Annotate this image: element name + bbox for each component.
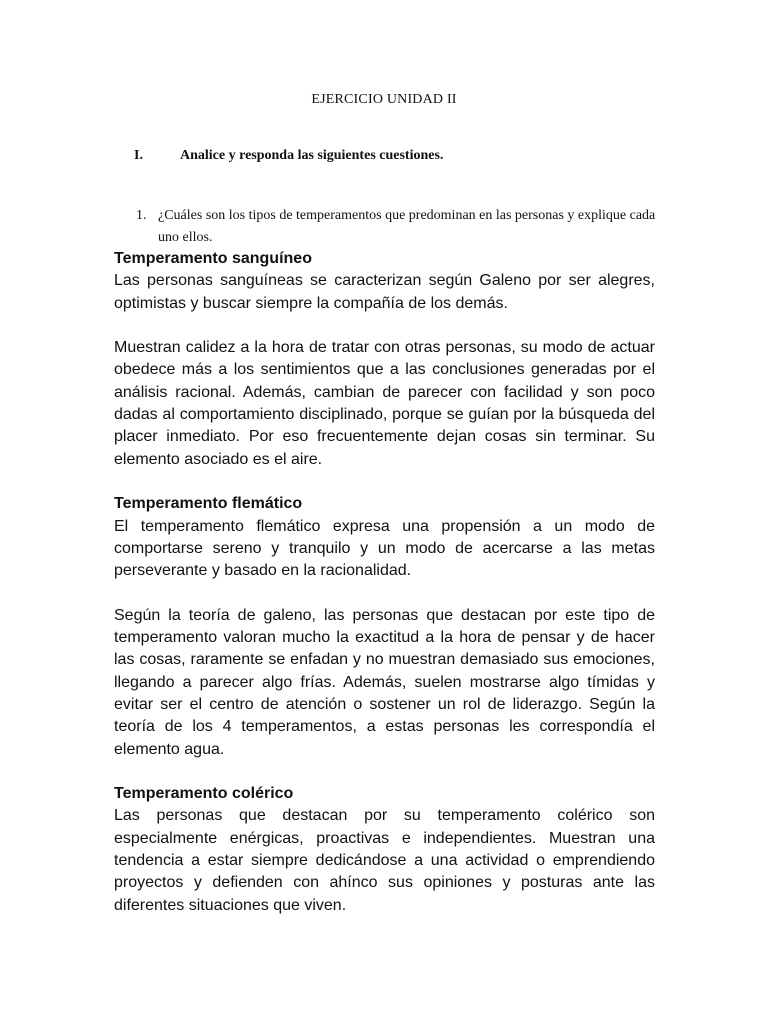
document-title: EJERCICIO UNIDAD II [311,92,457,107]
paragraph-sanguineo-2: Muestran calidez a la hora de tratar con otras personas, su modo de actuar obedece más a los sentimientos que a las conclusiones generadas por el análisis racional. Además, cambian de parecer con facilidad y son poco dadas al comportamiento disciplinado, porque se guían por la búsqueda del placer inmediato. Por eso frecuentemente dejan cosas sin terminar. Su elemento asociado es el aire. [114,339,655,468]
paragraph-spacer [114,315,655,337]
question-number: 1. [136,208,147,223]
paragraph-colerico-1: Las personas que destacan por su temperamento colérico son especialmente enérgicas, proactivas e independientes. Muestran una tendencia a estar siempre dedicándose a una actividad o emprendiendo proyectos y defienden con ahínco sus opiniones y posturas ante las diferentes situaciones que viven. [114,807,655,914]
paragraph-flematico-1: El temperamento flemático expresa una propensión a un modo de comportarse sereno y tranquilo y un modo de acercarse a las metas perseverante y basado en la racionalidad. [114,517,655,580]
section-instruction: Analice y responda las siguientes cuestiones. [180,148,444,163]
paragraph-spacer [114,471,655,493]
answer-body [114,248,655,917]
paragraph-flematico-2: Según la teoría de galeno, las personas que destacan por este tipo de temperamento valoran mucho la exactitud a la hora de pensar y de hacer las cosas, raramente se enfadan y no muestran demasiado sus emociones, llegando a parecer algo frías. Además, suelen mostrarse algo tímidas y evitar ser el centro de atención o sostener un rol de liderazgo. Según la teoría de los 4 temperamentos, a estas personas les correspondía el elemento agua. [114,606,655,758]
paragraph-spacer [114,761,655,783]
paragraph-spacer [114,582,655,604]
heading-colerico: Temperamento colérico [114,785,294,803]
heading-sanguineo: Temperamento sanguíneo [114,250,312,267]
heading-flematico: Temperamento flemático [114,495,303,513]
paragraph-sanguineo-1: Las personas sanguíneas se caracterizan según Galeno por ser alegres, optimistas y buscar siempre la compañía de los demás. [114,272,655,312]
question-text: ¿Cuáles son los tipos de temperamentos que predominan en las personas y explique cada uno ellos. [158,208,656,245]
section-number: I. [134,148,143,163]
